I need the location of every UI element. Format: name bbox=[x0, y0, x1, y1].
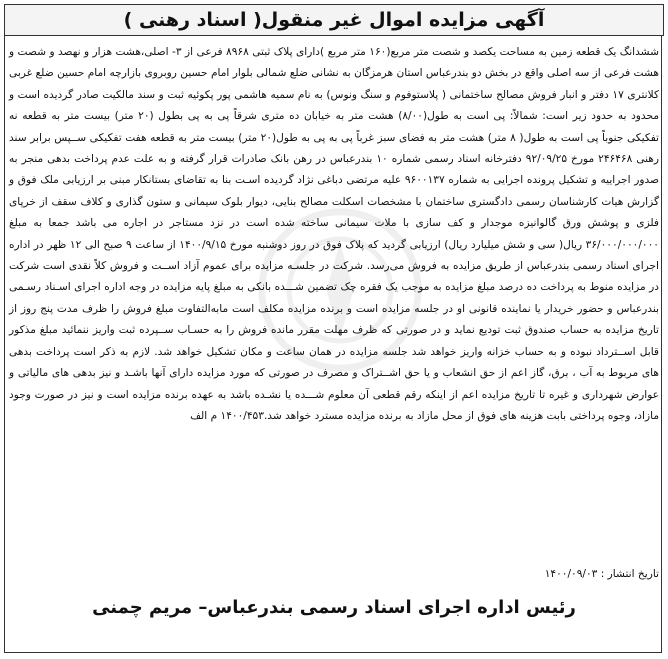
notice-body: ششدانگ یک قطعه زمین به مساحت یکصد و شصت متر مربع(۱۶۰ متر مربع )دارای پلاک ثبتی ۸۹۶۸ فرعی از ۳- اصلی،هشت هزار و نهصد و شصت و هشت فرعی از سه اصلی واقع در بخش دو بندرعباس استان هرمزگان به نشانی ضلع شمالی بلوار امام حسین روبروی بازارچه امام حسین ضلع غربی کلانتری ۱۷ دفتر و انبار فروش مصالح ساختمانی ( پلاستوفوم و سنگ ونوس) به نام سمیه هاشمی پور پکوئیه ثبت و سند مالکیت صادر گردیده است و محدود به حدود زیر است: شمالاً: پی است به طول(۸/۰۰) هشت متر به خیابان ده متری شرقاً پی به پی بطول (۲۰ متر) بیست متر به قطعه نه تفکیکی جنوباً پی است به طول( ۸ متر) هشت متر به فضای سبز غرباً پی به پی به طول(۲۰ متر) بیست متر به قطعه هفت تفکیکی ســپس برابر سند رهنی ۲۴۶۴۶۸ مورخ ۹۲/۰۹/۲۵ دفترخانه اسناد رسمی شماره ۱۰ بندرعباس در رهن بانک صادرات قرار گرفته و به علت عدم پرداخت بدهی منجر به صدور اجراییه و تشکیل پرونده اجرایی به شماره ۹۶۰۰۱۳۷ علیه مرتضی دباغی نژاد گردیده اسـت بنا به تقاضای بستانکار مبنی بر ارزیابی ملک فوق و گزارش هیات کارشناسان رسمی دادگستری ساختمان با مشخصات اسکلت مصالح بنایی، دیوار بلوک سیمانی و ستون گذاری و کلاف سقف از خرپای فلزی و پوشش ورق گالوانیزه موجدار و کف سازی با ملات سیمانی ساخته شده است در نزد مستاجر در اجاره می باشد جمعا به مبلغ ۳۶/۰۰۰/۰۰۰/۰۰۰ ریال( سی و شش میلیارد ریال) ارزیابی گردید که پلاک فوق در روز دوشنبه مورخ ۱۴۰۰/۹/۱۵ از ساعت ۹ صبح الی ۱۲ ظهر در اداره اجرای اسناد رسمی بندرعباس از طریق مزایده به فروش می‌رسد. شرکت در جلسـه مزایده برای عموم آزاد اســت و فروش کلاً نقدی است شرکت در مزایده منوط به پرداخت ده درصد مبلغ مزایده به موجب یک فقره چک تضمین شـــده بانکی به مبلغ پایه مزایده در وجه اداره اجرای اسـناد رسـمی بندرعباس و حضور خریدار یا نماینده قانونی او در جلسه مزایده است و برنده مزایده مکلف است مابه‌التفاوت مبلغ فروش را ظرف مدت پنج روز از تاریخ مزایده به حساب صندوق ثبت تودیع نماید و در صورتی که ظرف مهلت مقرر مانده فروش را به حسـاب ســپرده ثبت واریز ننمائید مبلغ مذکور قابل اســترداد نبوده و به حساب خزانه واریز خواهد شد جلسه مزایده در همان ساعت و مکان تشکیل خواهد شد. لازم به ذکر است پرداخت بدهی های مربوط به آب ، برق، گاز اعم از حق انشعاب و یا حق اشــتراک و مصرف در صورتی که مورد مزایده دارای آنها باشـد و نیز بدهی های مالیاتی و عوارض شهرداری و غیره تا تاریخ مزایده اعم از اینکه رقم قطعی آن معلوم شـــده یا نشـده باشد به عهده برنده مزایده است و نیز در صورت وجود مازاد، وجوه پرداختی بابت هزینه های فوق از محل مازاد به برنده مزایده مسترد خواهد شد.۱۴۰۰/۴۵۳ م الف bbox=[9, 46, 660, 422]
title-bar bbox=[4, 4, 664, 36]
signature-line: رئیس اداره اجرای اسناد رسمی بندرعباس– مریم چمنی bbox=[92, 597, 576, 618]
notice-title: آگهی مزایده اموال غیر منقول( اسناد رهنی ) bbox=[123, 9, 545, 31]
publish-date: تاریخ انتشار : ۱۴۰۰/۰۹/۰۳ bbox=[544, 568, 659, 580]
